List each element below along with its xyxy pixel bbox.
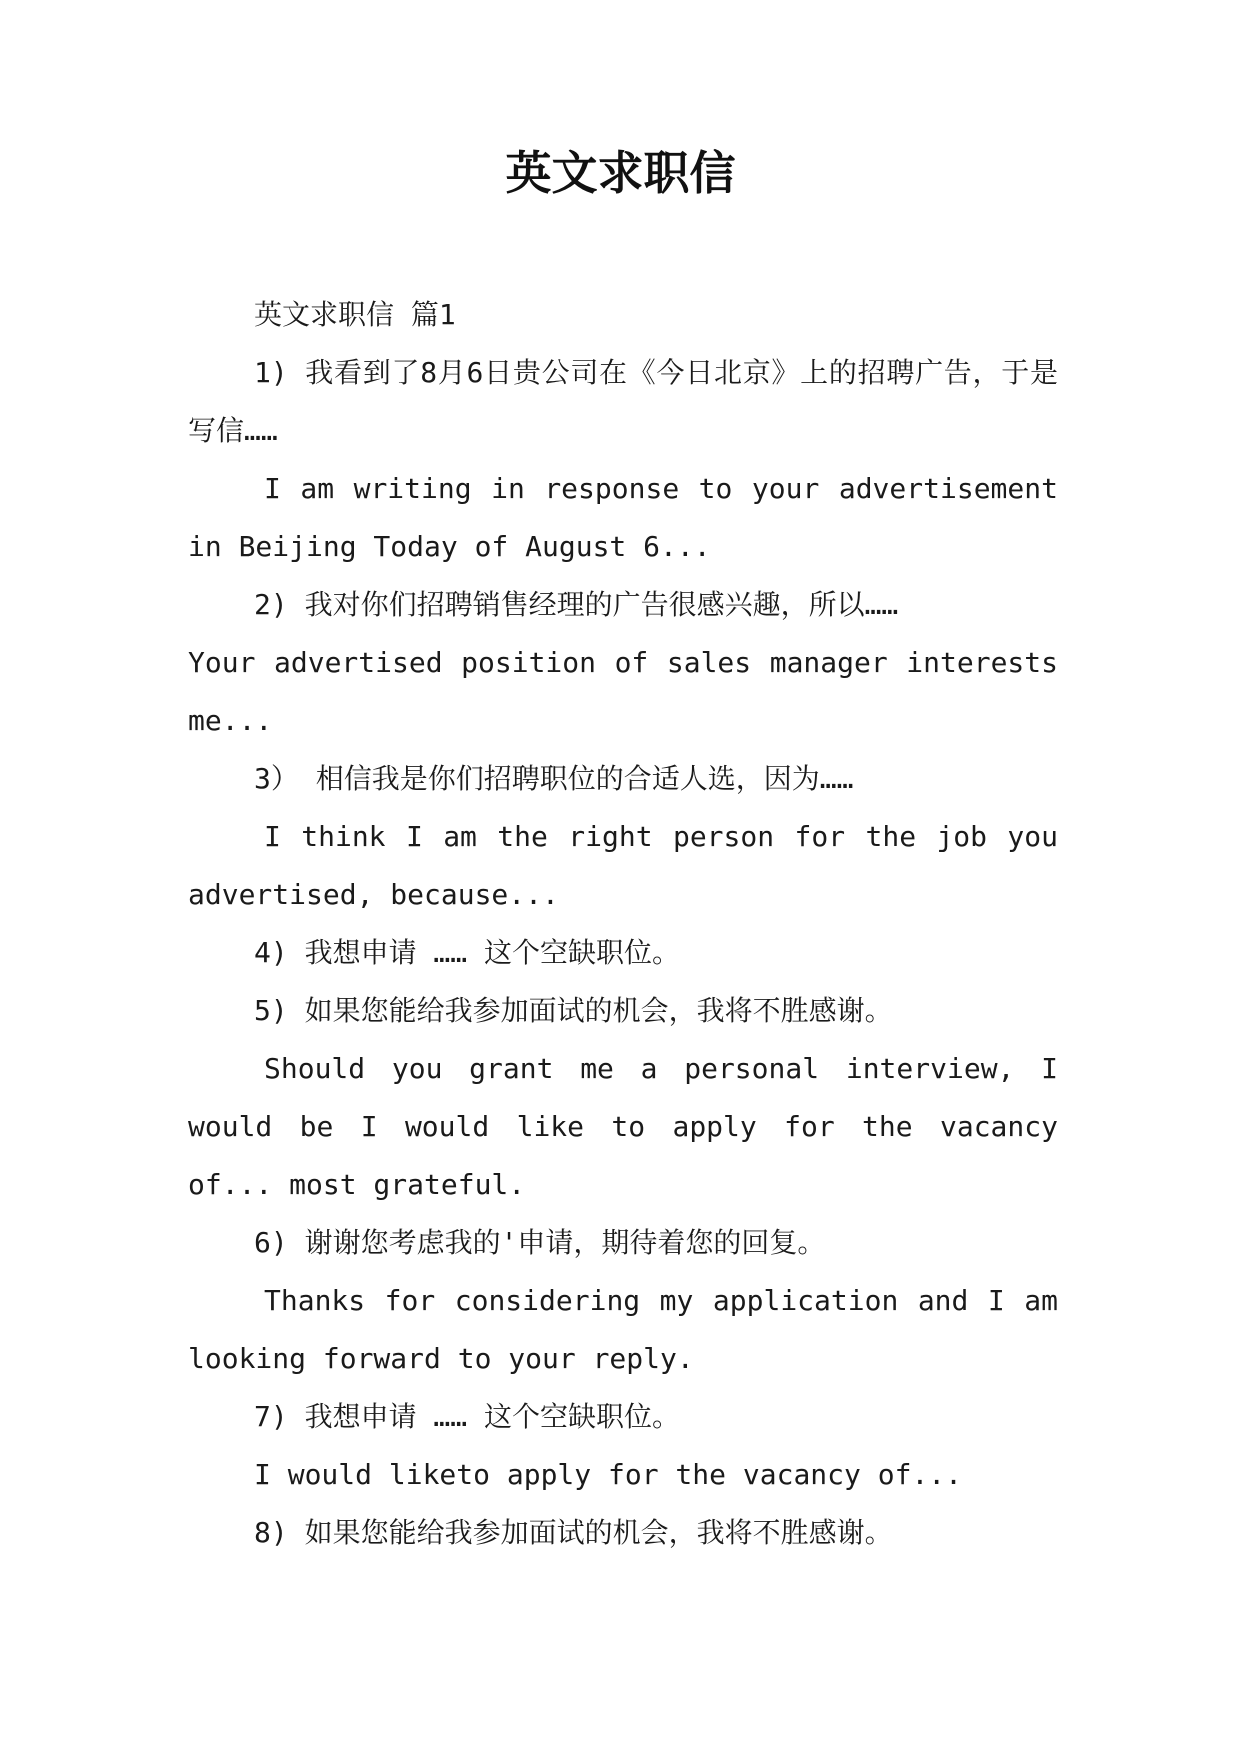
paragraph: Thanks for considering my application and I am looking forward to your reply.	[188, 1284, 1058, 1375]
document-body	[188, 286, 1058, 1562]
paragraph: 6) 谢谢您考虑我的'申请，期待着您的回复。	[254, 1226, 826, 1259]
paragraph: 2) 我对你们招聘销售经理的广告很感兴趣，所以……	[254, 588, 899, 621]
paragraph: Should you grant me a personal interview, I would be I would like to apply for the vacancy of... most grateful.	[188, 1052, 1058, 1201]
paragraph: I am writing in response to your advertisement in Beijing Today of August 6...	[188, 472, 1058, 563]
paragraph: I would liketo apply for the vacancy of...	[254, 1458, 963, 1491]
paragraph: 1) 我看到了8月6日贵公司在《今日北京》上的招聘广告，于是写信……	[188, 356, 1058, 447]
document-title: 英文求职信	[505, 146, 736, 200]
paragraph: 4) 我想申请 …… 这个空缺职位。	[254, 936, 681, 969]
paragraph: 7) 我想申请 …… 这个空缺职位。	[254, 1400, 681, 1433]
paragraph: Your advertised position of sales manager interests me...	[188, 646, 1058, 737]
section-heading: 英文求职信 篇1	[254, 298, 456, 331]
paragraph: 5) 如果您能给我参加面试的机会，我将不胜感谢。	[254, 994, 893, 1027]
paragraph: I think I am the right person for the job you advertised, because...	[188, 820, 1058, 911]
paragraph: 8) 如果您能给我参加面试的机会，我将不胜感谢。	[254, 1516, 893, 1549]
paragraph: 3） 相信我是你们招聘职位的合适人选，因为……	[254, 762, 854, 795]
